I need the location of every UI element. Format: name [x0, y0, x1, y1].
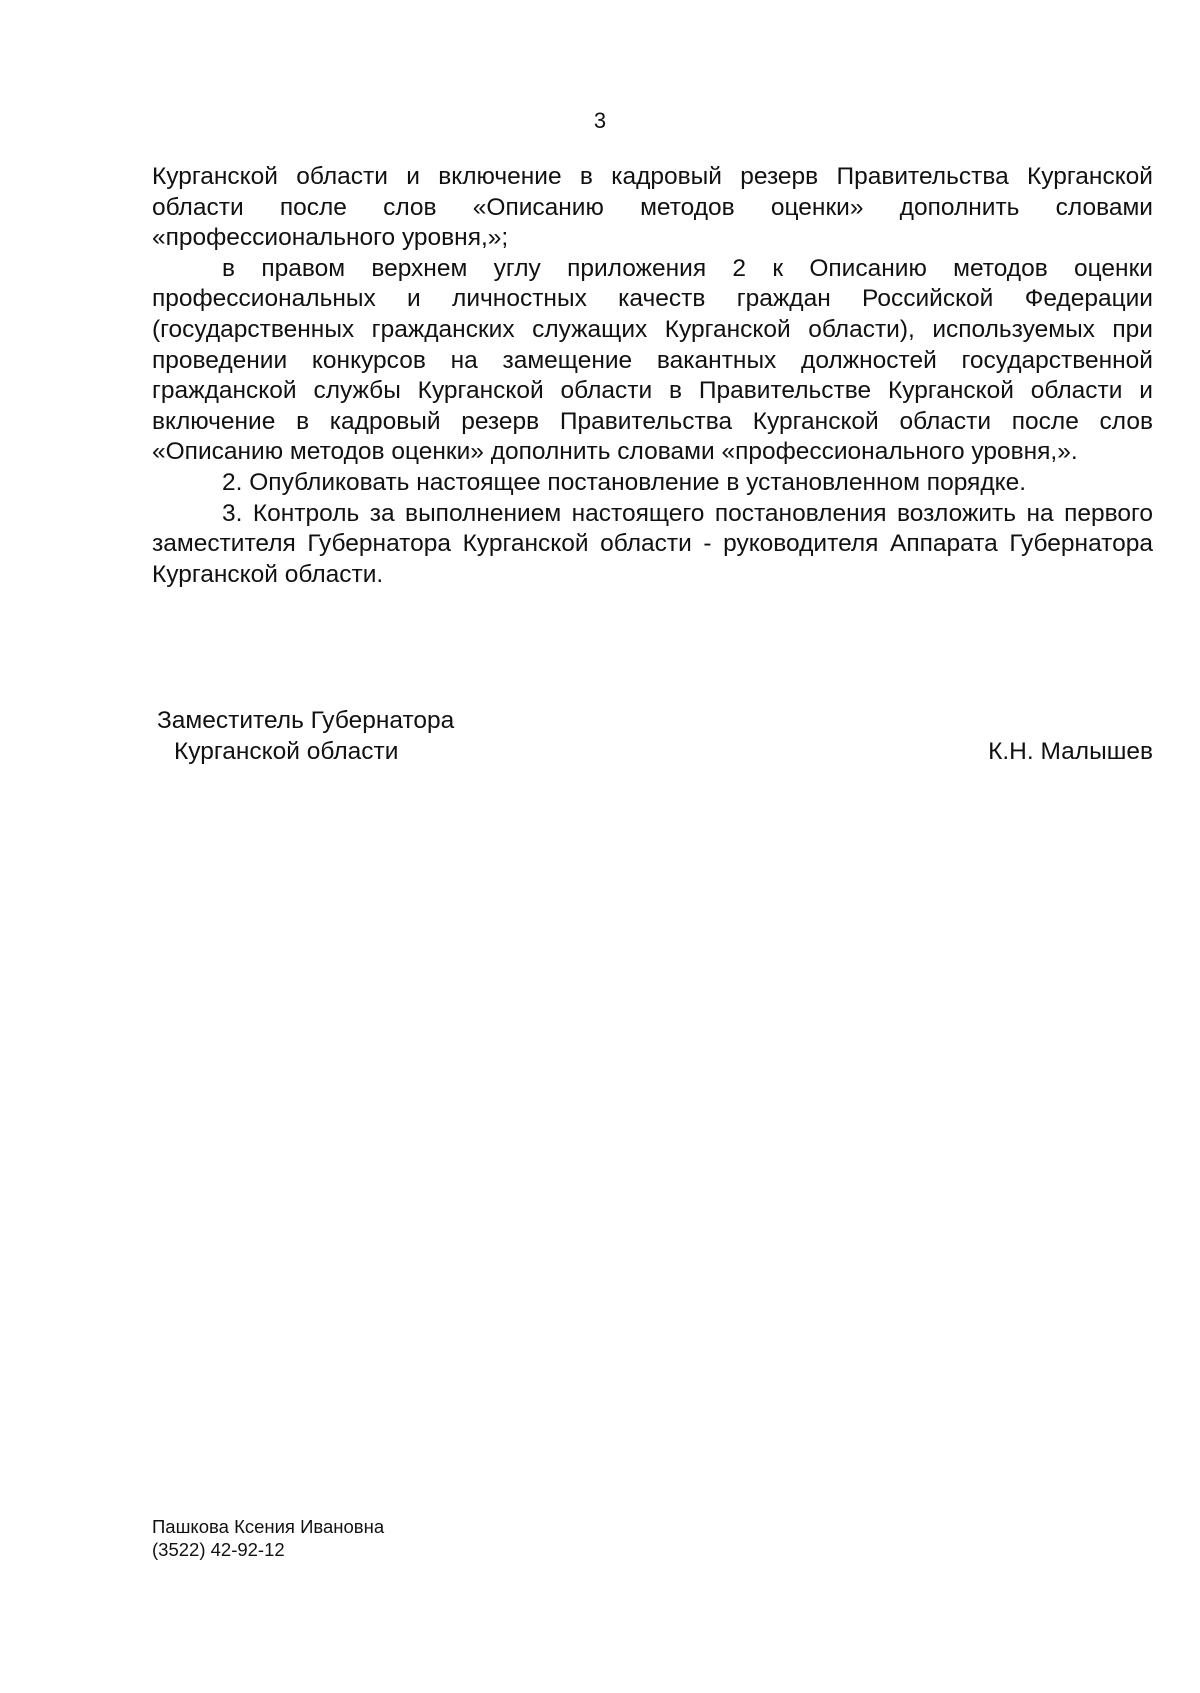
signature-block — [157, 706, 1153, 767]
document-body — [152, 162, 1153, 590]
signatory-position: Заместитель Губернатора — [157, 707, 455, 734]
paragraph-item-3-control: 3. Контроль за выполнением настоящего постановления возложить на первого заместителя Губернатора Курганской области - руководителя Аппарата Губернатора Курганской области. — [152, 499, 1153, 588]
paragraph-continuation: Курганской области и включение в кадровый резерв Правительства Курганской области после слов «Описанию методов оценки» дополнить словами «профессионального уровня,»; — [152, 163, 1153, 252]
executor-info — [152, 1515, 384, 1561]
signatory-name: К.Н. Малышев — [988, 737, 1153, 765]
page-number: 3 — [593, 108, 607, 133]
signatory-region: Курганской области — [174, 737, 399, 765]
executor-name: Пашкова Ксения Ивановна — [152, 1516, 385, 1537]
paragraph-item-2-publish: 2. Опубликовать настоящее постановление в установленном порядке. — [222, 468, 1027, 496]
executor-phone: (3522) 42-92-12 — [152, 1539, 285, 1560]
paragraph-appendix-2-amendment: в правом верхнем углу приложения 2 к Описанию методов оценки профессиональных и личностных качеств граждан Российской Федерации (государственных гражданских служащих Курганской области), используемых при проведении конкурсов на замещение вакантных должностей государственной гражданской службы Курганской области в Правительстве Курганской области и включение в кадровый резерв Правительства Курганской области после слов «Описанию методов оценки» дополнить словами «профессионального уровня,». — [152, 254, 1153, 466]
